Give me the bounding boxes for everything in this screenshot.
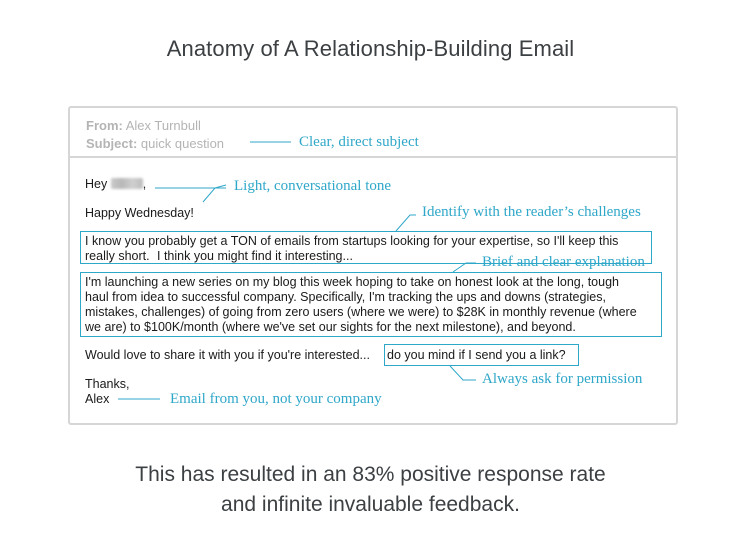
signoff: Thanks,	[85, 377, 130, 391]
para1-line2a: really short.	[85, 249, 150, 263]
annotation-explanation: Brief and clear explanation	[482, 254, 645, 270]
footer-line2: and infinite invaluable feedback.	[221, 493, 520, 516]
permission-connector	[450, 366, 476, 380]
greeting-suffix: ,	[142, 177, 147, 191]
challenges-connector	[396, 215, 416, 231]
para2-line: I'm launching a new series on my blog this week hoping to take on honest look at the long, tough	[85, 275, 619, 289]
subject-value: quick question	[140, 136, 225, 151]
para3-text: Would love to share it with you if you're interested...	[85, 348, 370, 362]
footer-line1: This has resulted in an 83% positive response rate	[135, 463, 606, 486]
para1-line1: I know you probably get a TON of emails from startups looking for your expertise, so I'll keep this	[85, 234, 619, 248]
from-value: Alex Turnbull	[125, 118, 201, 133]
annotation-permission: Always ask for permission	[482, 371, 643, 387]
annotation-personal: Email from you, not your company	[170, 391, 382, 407]
annotation-subject: Clear, direct subject	[299, 134, 419, 150]
subject-label: Subject:	[86, 136, 138, 151]
annotation-tone: Light, conversational tone	[234, 178, 392, 194]
page-title: Anatomy of A Relationship-Building Email	[166, 36, 575, 61]
happy-line: Happy Wednesday!	[85, 206, 194, 220]
permission-text: do you mind if I send you a link?	[387, 348, 566, 362]
tone-connector	[203, 188, 226, 202]
from-label: From:	[86, 118, 123, 133]
annotation-challenges: Identify with the reader’s challenges	[422, 204, 641, 220]
para2-line: haul from idea to successful company. Specifically, I'm tracking the ups and downs (strategies,	[85, 290, 606, 304]
signature: Alex	[85, 392, 110, 406]
explanation-connector	[453, 263, 476, 272]
para1-line2b: I think you might find it interesting...	[157, 249, 353, 263]
greeting-prefix: Hey	[85, 177, 108, 191]
para2-line: we are) to $100K/month (where we've set our sights for the next milestone), and beyond.	[85, 320, 576, 334]
para2-line: mistakes, challenges) of going from zero users (where we were) to $28K in monthly revenue (where	[85, 305, 637, 319]
